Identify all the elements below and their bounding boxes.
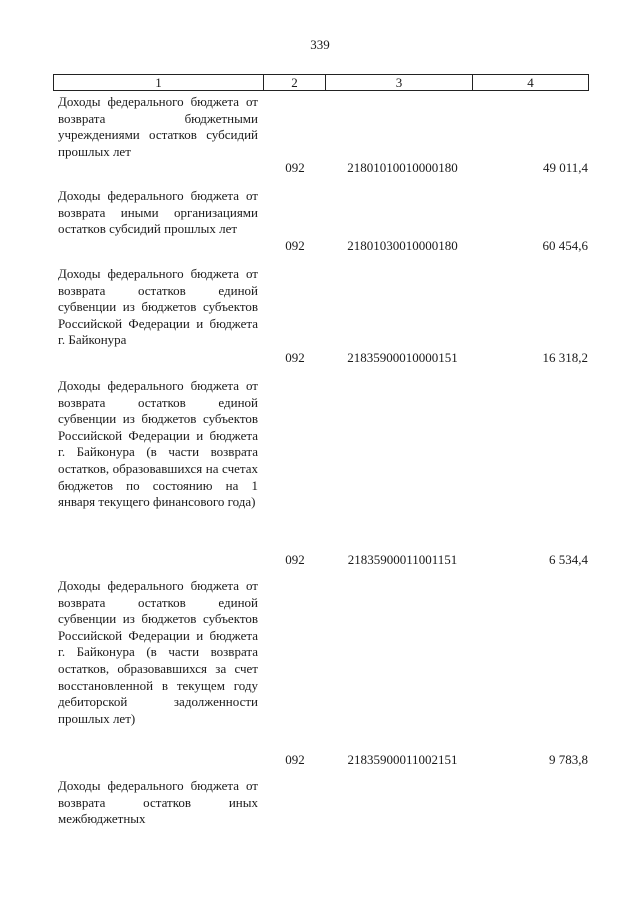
row-admin-code: 092	[285, 752, 305, 767]
row-kbk: 21835900010000151	[347, 350, 458, 365]
page-number: 339	[310, 37, 330, 52]
row-description: Доходы федерального бюджета от возврата остатков единой субвенции из бюджетов субъектов Российской Федерации и бюджета г. Байконура	[58, 266, 258, 348]
row-kbk: 21801010010000180	[347, 160, 458, 175]
table-row	[58, 266, 588, 368]
row-kbk: 21801030010000180	[347, 238, 458, 253]
column-header-2: 2	[264, 75, 326, 90]
row-description: Доходы федерального бюджета от возврата остатков единой субвенции из бюджетов субъектов Российской Федерации и бюджета г. Байконура (в части возврата остатков, образовавшихся за счет восстановленной в текущем году дебиторской задолженности прошлых лет)	[58, 578, 258, 726]
row-admin-code: 092	[285, 160, 305, 175]
row-amount: 60 454,6	[542, 238, 588, 253]
row-amount: 6 534,4	[549, 552, 588, 567]
table-row	[58, 578, 588, 768]
table-header-row	[53, 74, 589, 91]
row-admin-code: 092	[285, 350, 305, 365]
row-description: Доходы федерального бюджета от возврата остатков иных межбюджетных	[58, 778, 258, 827]
row-description: Доходы федерального бюджета от возврата бюджетными учреждениями остатков субсидий прошлых лет	[58, 94, 258, 159]
column-header-4: 4	[527, 75, 534, 90]
table-row	[58, 378, 588, 568]
column-header-1: 1	[54, 75, 264, 90]
table-row	[58, 778, 588, 830]
row-amount: 16 318,2	[542, 350, 588, 365]
row-admin-code: 092	[285, 552, 305, 567]
row-description: Доходы федерального бюджета от возврата иными организациями остатков субсидий прошлых лет	[58, 188, 258, 237]
row-kbk: 21835900011001151	[347, 552, 458, 567]
table-row	[58, 94, 588, 178]
row-kbk: 21835900011002151	[347, 752, 458, 767]
row-amount: 49 011,4	[542, 160, 588, 175]
row-amount: 9 783,8	[549, 752, 588, 767]
table-row	[58, 188, 588, 256]
row-description: Доходы федерального бюджета от возврата остатков единой субвенции из бюджетов субъектов Российской Федерации и бюджета г. Байконура (в части возврата остатков, образовавшихся на счетах бюджетов по состоянию на 1 января текущего финансового года)	[58, 378, 258, 510]
column-header-3: 3	[326, 75, 473, 90]
row-admin-code: 092	[285, 238, 305, 253]
